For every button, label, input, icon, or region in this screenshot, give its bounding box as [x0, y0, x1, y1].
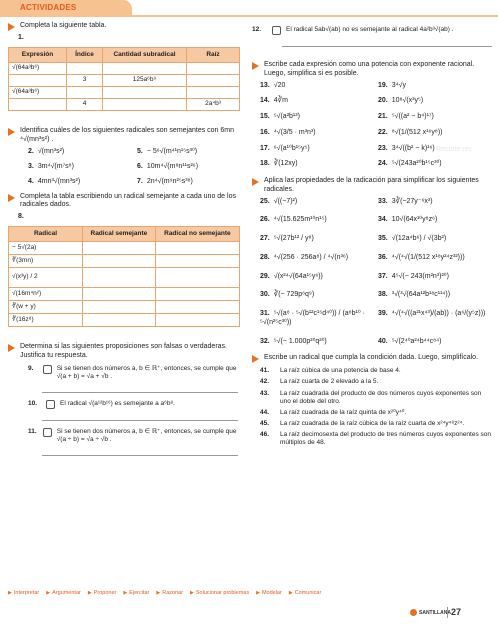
item-number: 37.: [378, 272, 388, 280]
item-expression: 4mn³√(mn³s²): [37, 177, 81, 185]
item-text: Si se tienen dos números a, b ∈ ℝ⁺, entonces, se cumple que √(a ÷ b) = √a ÷ √b .: [56, 427, 237, 443]
item-number: 18.: [260, 160, 270, 168]
item-number: 2.: [28, 148, 34, 156]
radical-item: [28, 178, 131, 187]
item-text: La raíz cuadrada del producto de dos números cuyos exponentes son uno el doble del otro.: [280, 389, 482, 405]
section-title: ACTIVIDADES: [20, 3, 77, 12]
item-number: 22.: [378, 128, 388, 136]
table-cell: ∛(w + y): [9, 301, 83, 314]
item-number: 42.: [260, 378, 270, 386]
table-cell: √(64a³b⁶): [9, 86, 67, 98]
header-rule: [0, 15, 498, 17]
table-cell: √(64a³b⁶): [9, 62, 67, 74]
answer-checkbox[interactable]: [272, 26, 281, 35]
table-row: [9, 86, 240, 98]
table-row: [9, 268, 240, 288]
skill-label: ▶ Solucionar problemas: [190, 590, 249, 597]
true-false-list: [28, 365, 238, 457]
exercise-item: [378, 235, 492, 244]
item-number: 4.: [28, 177, 34, 185]
left-column: [8, 22, 240, 463]
item-expression: √(12a⁴b⁶) / √(3b²): [391, 235, 447, 242]
radical-item: [28, 148, 131, 157]
item-number: 34.: [378, 216, 388, 224]
table-cell[interactable]: [187, 86, 240, 98]
conditions-list: [260, 367, 492, 447]
answer-line[interactable]: [42, 413, 238, 421]
radical-item: [28, 163, 131, 172]
item-expression: ⁸√(1/(512 x¹⁶y⁸)): [391, 128, 443, 136]
item-expression: √20: [273, 81, 286, 89]
table-cell[interactable]: [155, 301, 239, 314]
skill-label: ▶ Comunicar: [289, 590, 321, 597]
expression-table: [8, 47, 240, 111]
table-header: Cantidad subradical: [103, 47, 187, 62]
exercise-item: [378, 82, 492, 91]
exercise-item: [378, 113, 492, 122]
table-cell[interactable]: [187, 62, 240, 74]
instruction-powers: Escribe cada expresión como una potencia con exponente racional. Luego, simplifica si es posible.: [252, 61, 492, 79]
item-number: 41.: [260, 367, 270, 375]
item-expression: 3∛(−27y⁻⁶x³): [391, 197, 433, 205]
item-number: 30.: [260, 291, 270, 299]
skill-label: ▶ Argumentar: [46, 590, 81, 597]
item-number: 5.: [137, 148, 143, 156]
exercise-item: [378, 160, 492, 169]
table-row: [9, 74, 240, 86]
table-cell[interactable]: [155, 288, 239, 301]
table-cell[interactable]: [9, 98, 67, 110]
skills-footer: [8, 590, 321, 597]
table-cell: 125a⁶b⁹: [103, 74, 187, 86]
exercise-item: [260, 97, 374, 106]
instruction-properties: Aplica las propiedades de la radicación para simplificar los siguientes radicales.: [252, 177, 492, 195]
answer-line[interactable]: [42, 448, 238, 456]
table-cell[interactable]: [83, 242, 156, 255]
radical-item: [137, 148, 240, 157]
item-number: 13.: [260, 81, 270, 89]
publisher-logo: SANTILLANA: [410, 609, 451, 616]
arrow-icon: [252, 178, 259, 186]
answer-checkbox[interactable]: [43, 365, 52, 374]
table-cell[interactable]: [155, 268, 239, 288]
skill-label: ▶ Razonar: [156, 590, 183, 597]
item-expression: 3m⁴√(m⁷s⁸): [37, 163, 74, 171]
list-item: [260, 390, 492, 406]
item-expression: 2n⁴√(m⁹n²⁵s³⁸): [146, 177, 193, 185]
item-number: 12.: [252, 26, 262, 33]
table-cell[interactable]: [155, 242, 239, 255]
powers-list: [260, 82, 492, 170]
table-cell: ∛(3mn): [9, 255, 83, 268]
instruction-8: Completa la tabla escribiendo un radical semejante a cada uno de los radicales dados.: [8, 193, 240, 211]
instruction-2: Identifica cuáles de los siguientes radicales son semejantes con 6mn ⁴√(mn³s²) .: [8, 127, 240, 145]
exercise-item: [260, 82, 374, 91]
instruction-1: Completa la siguiente tabla.: [8, 22, 240, 31]
table-cell[interactable]: [83, 255, 156, 268]
table-cell[interactable]: [155, 314, 239, 327]
exercise-label-1: 1.: [18, 34, 24, 41]
item-expression: 10√(64x¹⁰y⁸z⁶): [391, 216, 438, 224]
item-number: 32.: [260, 337, 270, 345]
item-expression: 4⁵√(− 243(m²n³)²⁰): [391, 272, 449, 280]
list-item: [260, 420, 492, 428]
arrow-icon: [8, 344, 15, 352]
table-row: [9, 242, 240, 255]
item-text: El radical 5ab√(ab) no es semejante al radical 4a²b³√(ab) .: [286, 26, 454, 33]
exercise-item: [260, 254, 374, 263]
item-number: 15.: [260, 113, 270, 120]
skill-label: ▶ Modelar: [256, 590, 282, 597]
exercise-label-8: 8.: [18, 213, 24, 221]
table-row: [9, 288, 240, 301]
exercise-item: [260, 338, 374, 347]
table-header: Radical: [9, 226, 83, 241]
table-header: Radical semejante: [83, 226, 156, 241]
table-cell[interactable]: [83, 314, 156, 327]
item-number: 24.: [378, 160, 388, 168]
item-number: 46.: [260, 431, 270, 438]
watermark: Recorte rec: [436, 146, 473, 153]
exercise-item: [260, 129, 374, 138]
item-expression: √(mn³s²): [37, 148, 65, 156]
item-number: 27.: [260, 235, 270, 242]
properties-list: [260, 198, 492, 347]
exercise-item: [378, 97, 492, 106]
section-tab: [0, 0, 132, 15]
table-cell[interactable]: [83, 288, 156, 301]
table-header: Radical no semejante: [155, 226, 239, 241]
item-number: 43.: [260, 389, 270, 397]
instruction-tf: Determina si las siguientes proposiciones son falsas o verdaderas. Justifica tu respuesta.: [8, 343, 240, 361]
skill-label: ▶ Interpretar: [8, 590, 39, 597]
exercise-item: [378, 310, 492, 328]
exercise-item: [378, 198, 492, 207]
item-expression: 10⁸√(x³y⁵): [391, 97, 424, 105]
table-cell: 2a⁴b³: [187, 98, 240, 110]
exercise-item: [260, 216, 374, 225]
item-number: 38.: [378, 291, 388, 299]
item-number: 28.: [260, 253, 270, 261]
table-cell[interactable]: [103, 86, 187, 98]
exercise-item: [378, 129, 492, 138]
table-cell: √(16m⁴n²): [9, 288, 83, 301]
item-expression: ⁵√(− 1.000p²⁰q²⁰): [273, 337, 327, 345]
item-number: 7.: [137, 177, 143, 185]
exercise-item: [378, 145, 492, 154]
item-expression: 4∛m: [273, 97, 288, 105]
exercise-item: [260, 160, 374, 169]
item-number: 36.: [378, 253, 388, 261]
table-row: [9, 62, 240, 74]
table-header: Expresión: [9, 47, 67, 62]
item-number: 40.: [378, 337, 388, 345]
item-number: 31.: [260, 310, 270, 317]
item-expression: √(x²⁴√(64a¹⁵y⁶)): [273, 272, 323, 280]
page-number: 27: [447, 607, 461, 618]
table-cell: √(x³y) / 2: [9, 268, 83, 288]
item-number: 26.: [260, 216, 270, 224]
exercise-item: [260, 145, 374, 154]
item-text: La raíz cúbica de una potencia de base 4.: [280, 367, 401, 375]
item-expression: ⁵√(27b¹² / y⁸): [273, 235, 314, 242]
exercise-item: [378, 254, 492, 263]
answer-checkbox[interactable]: [43, 428, 52, 437]
exercise-item: [260, 113, 374, 122]
item-expression: 3⁴√((b² − k)¹⁶): [391, 144, 435, 152]
skill-label: ▶ Ejercitar: [123, 590, 149, 597]
item-number: 25.: [260, 197, 270, 205]
instruction-write: Escribe un radical que cumpla la condición dada. Luego, simplifícalo.: [252, 354, 492, 363]
item-number: 39.: [378, 310, 388, 317]
item-text: Si se tienen dos números a, b ∈ ℝ⁺, entonces, se cumple que √(a + b) = √a + √b .: [56, 364, 237, 380]
table-row: [9, 255, 240, 268]
item-expression: − 5⁶√(m⁴¹n¹⁵s³⁰): [146, 148, 198, 156]
item-number: 23.: [378, 144, 388, 152]
exercise-item: [378, 273, 492, 282]
similar-radicals-table: [8, 226, 240, 327]
table-cell[interactable]: [83, 301, 156, 314]
table-cell: − 5√(2a): [9, 242, 83, 255]
exercise-item: [260, 273, 374, 282]
item-number: 45.: [260, 419, 270, 427]
item-number: 35.: [378, 235, 388, 242]
item-number: 9.: [28, 364, 34, 372]
item-expression: ³√(³√(64a¹²b¹⁸c¹¹⁴)): [391, 291, 451, 299]
radical-item: [137, 163, 240, 172]
item-text: La raíz cuadrada de la raíz cúbica de la raíz cuarta de x²⁴y⁴⁸z²⁴.: [280, 419, 465, 427]
list-item: [260, 431, 492, 447]
item-number: 21.: [378, 113, 388, 120]
exercise-item: [260, 198, 374, 207]
exercise-item: [378, 338, 492, 347]
table-cell: ∛(16z⁸): [9, 314, 83, 327]
item-number: 33.: [378, 197, 388, 205]
item-text: La raíz cuadrada de la raíz quinta de x²⁰y⁴⁰.: [280, 408, 407, 416]
item-text: La raíz decimosexta del producto de tres números cuyos exponentes son múltiplos de 48.: [280, 431, 492, 447]
table-cell[interactable]: [155, 255, 239, 268]
true-false-item: [28, 400, 238, 409]
table-row: [9, 98, 240, 110]
table-row: [9, 301, 240, 314]
item-text: La raíz cuarta de 2 elevado a la 5.: [280, 378, 379, 386]
item-number: 16.: [260, 128, 270, 136]
table-cell[interactable]: [9, 74, 67, 86]
list-item: [260, 367, 492, 375]
arrow-icon: [252, 355, 259, 363]
exercise-item: [260, 235, 374, 244]
item-expression: ⁴√(3/5 · m³n³): [273, 128, 316, 136]
table-header: Raíz: [187, 47, 240, 62]
item-expression: ⁵√(a⁸ · ⁵√(b¹²c¹⁵d⁴⁰)) / (a⁸b¹⁰ · ⁵√(n²⁵c³⁰)): [260, 310, 365, 326]
item-expression: ∛(− 729p⁶q⁹): [273, 291, 315, 299]
right-column: [252, 22, 492, 450]
item-number: 3.: [28, 163, 34, 171]
list-item: [260, 409, 492, 417]
answer-line[interactable]: [42, 385, 238, 393]
item-expression: ⁵√(2⁴⁰a²⁴b⁴⁴c⁸⁴): [391, 337, 442, 345]
answer-line[interactable]: [282, 39, 492, 47]
item-number: 20.: [378, 97, 388, 105]
arrow-icon: [8, 128, 15, 136]
table-cell: 4: [67, 98, 103, 110]
true-false-item: [28, 365, 238, 381]
item-expression: ⁴√(⁴√(1/(512 x¹⁸y²⁴z³²))): [391, 253, 465, 261]
item-expression: ⁵√(243a²⁰b¹⁵c³⁰): [391, 160, 442, 168]
exercise-item: [378, 291, 492, 300]
table-cell[interactable]: [83, 268, 156, 288]
exercise-item: [378, 216, 492, 225]
true-false-item: [252, 26, 492, 35]
item-expression: ⁴√(⁴√((a²¹x⁴³)/(ab)) · (a⁶/(y⁵z))): [391, 310, 486, 317]
item-number: 11.: [28, 427, 37, 435]
item-number: 10.: [28, 399, 38, 407]
table-header: Índice: [67, 47, 103, 62]
item-number: 19.: [378, 81, 388, 89]
answer-checkbox[interactable]: [46, 400, 55, 409]
table-cell[interactable]: [103, 98, 187, 110]
item-expression: ⁴√(256 · 256a⁸) / ⁴√(n³⁶): [273, 253, 349, 261]
table-cell[interactable]: [67, 86, 103, 98]
item-expression: ⁵√(a²b¹³): [273, 113, 300, 120]
table-cell[interactable]: [103, 62, 187, 74]
exercise-item: [260, 291, 374, 300]
item-expression: 10m⁴√(m⁸n¹¹s²⁶): [146, 163, 199, 171]
table-cell[interactable]: [187, 74, 240, 86]
table-row: [9, 314, 240, 327]
item-number: 6.: [137, 163, 143, 171]
radicals-list: [28, 148, 240, 186]
item-expression: ∛(12xy): [273, 160, 298, 168]
radical-item: [137, 178, 240, 187]
item-expression: ⁴√(15.625m¹⁰n¹⁵): [273, 216, 327, 224]
logo-icon: [410, 609, 417, 616]
item-number: 14.: [260, 97, 270, 105]
list-item: [260, 378, 492, 386]
item-number: 17.: [260, 144, 270, 152]
exercise-item: [260, 310, 374, 328]
item-number: 29.: [260, 272, 270, 280]
arrow-icon: [8, 194, 15, 202]
table-cell: 3: [67, 74, 103, 86]
skill-label: ▶ Proponer: [88, 590, 117, 597]
true-false-item: [28, 428, 238, 444]
item-text: El radical √(a¹²b¹⁶) es semejante a a⁶b⁸.: [60, 399, 175, 407]
item-expression: ⁶√(a¹⁰b¹⁵y⁵): [273, 144, 310, 152]
table-cell[interactable]: [67, 62, 103, 74]
arrow-icon: [252, 62, 259, 70]
item-expression: ⁵√((a² − b⁴)¹⁷): [391, 113, 434, 120]
item-expression: √((−7)²): [273, 197, 298, 205]
item-expression: 3⁴√y: [391, 81, 406, 89]
arrow-icon: [8, 23, 15, 31]
item-number: 44.: [260, 408, 270, 416]
